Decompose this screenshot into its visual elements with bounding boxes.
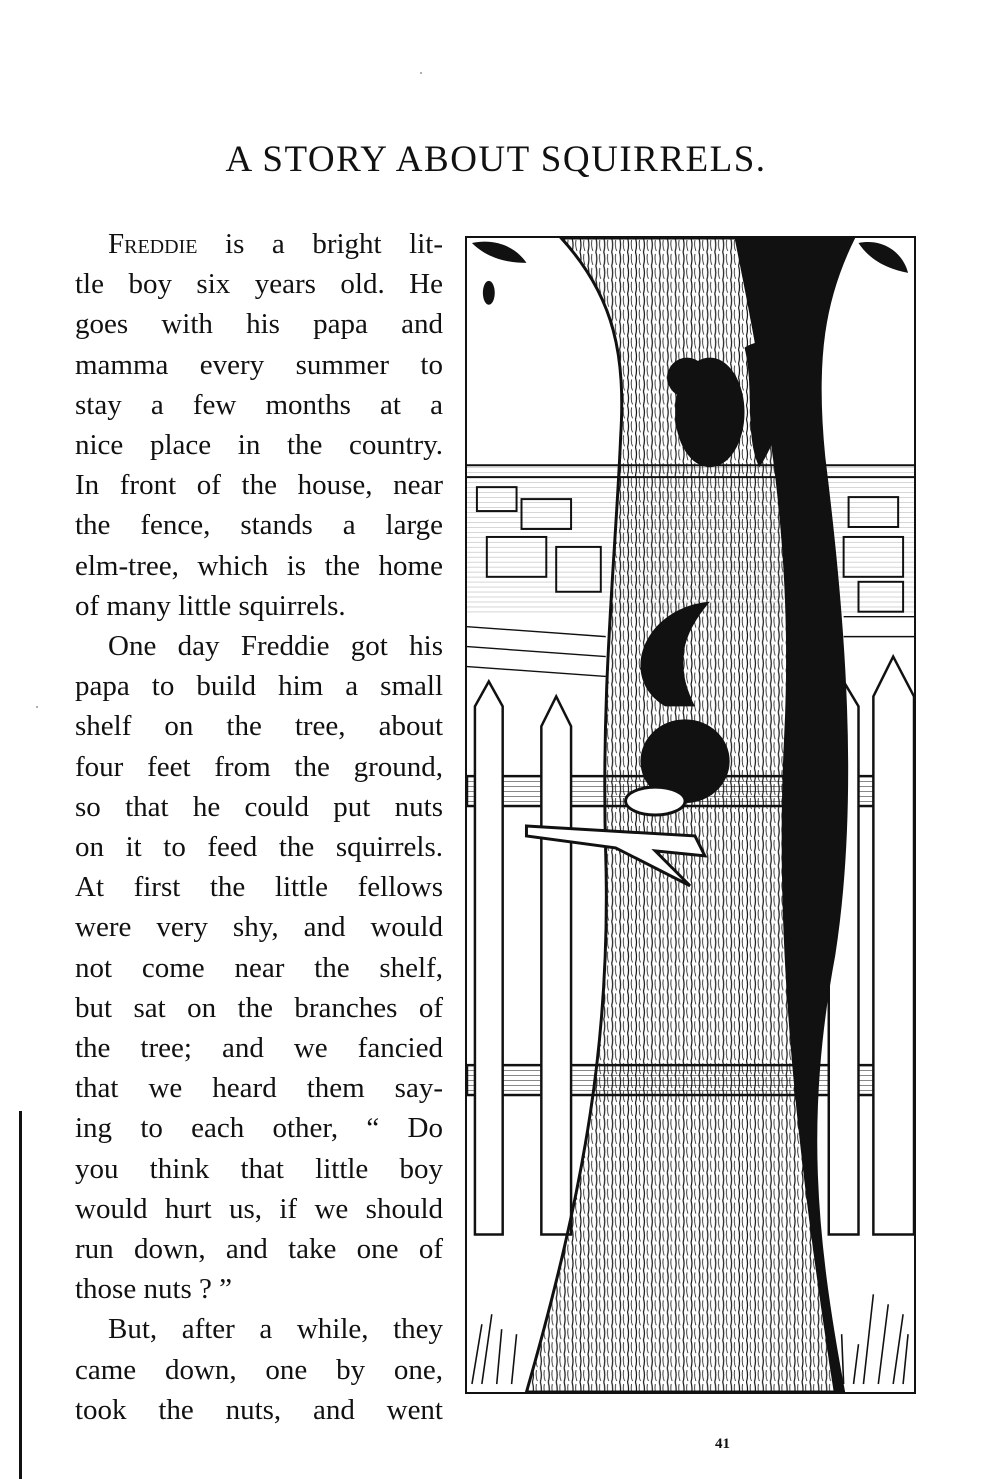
- text-line: of many little squirrels.: [75, 589, 346, 622]
- story-text: [75, 224, 443, 1430]
- text-line: not come near the shelf,: [75, 951, 443, 984]
- text-line: so that he could put nuts: [75, 790, 443, 823]
- text-line: Freddie is a bright lit-: [108, 228, 443, 260]
- page-number: 41: [715, 1436, 730, 1452]
- margin-rule: [19, 1111, 22, 1479]
- paragraph-2: [75, 626, 443, 1309]
- text-line: the fence, stands a large: [75, 509, 443, 542]
- text-line: the tree; and we fancied: [75, 1032, 443, 1065]
- text-line: took the nuts, and went: [75, 1393, 443, 1426]
- text-line: elm-tree, which is the home: [75, 549, 443, 582]
- text-line: stay a few months at a: [75, 388, 443, 421]
- text-line: mamma every summer to: [75, 348, 443, 381]
- paragraph-1: [75, 224, 443, 626]
- text-line: One day Freddie got his: [108, 630, 443, 663]
- text-line: you think that little boy: [75, 1152, 443, 1185]
- page-title: A STORY ABOUT SQUIRRELS.: [225, 139, 767, 180]
- text-line: but sat on the branches of: [75, 991, 443, 1024]
- text-line: nice place in the country.: [75, 429, 443, 462]
- text-line: were very shy, and would: [75, 911, 443, 944]
- text-line: shelf on the tree, about: [75, 710, 443, 743]
- text-line: In front of the house, near: [75, 469, 443, 502]
- paper-speck: [420, 72, 422, 74]
- engraving-svg: [467, 238, 914, 1392]
- text-line: four feet from the ground,: [75, 750, 443, 783]
- text-line: on it to feed the squirrels.: [75, 831, 443, 864]
- text-line: that we heard them say-: [75, 1072, 443, 1105]
- text-line: came down, one by one,: [75, 1353, 443, 1386]
- text-line: run down, and take one of: [75, 1233, 443, 1266]
- text-line: ing to each other, “ Do: [75, 1112, 443, 1145]
- text-line: At first the little fellows: [75, 871, 443, 904]
- paragraph-3: [75, 1309, 443, 1430]
- text-line: But, after a while, they: [108, 1313, 443, 1346]
- text-line: those nuts ? ”: [75, 1273, 233, 1306]
- paper-speck: [36, 706, 38, 708]
- text-line: goes with his papa and: [75, 308, 443, 341]
- squirrel-tree-illustration: [465, 236, 916, 1394]
- text-line: tle boy six years old. He: [75, 268, 443, 301]
- text-line: would hurt us, if we should: [75, 1192, 443, 1225]
- drop-word: Freddie: [108, 228, 198, 260]
- text-line: papa to build him a small: [75, 670, 443, 703]
